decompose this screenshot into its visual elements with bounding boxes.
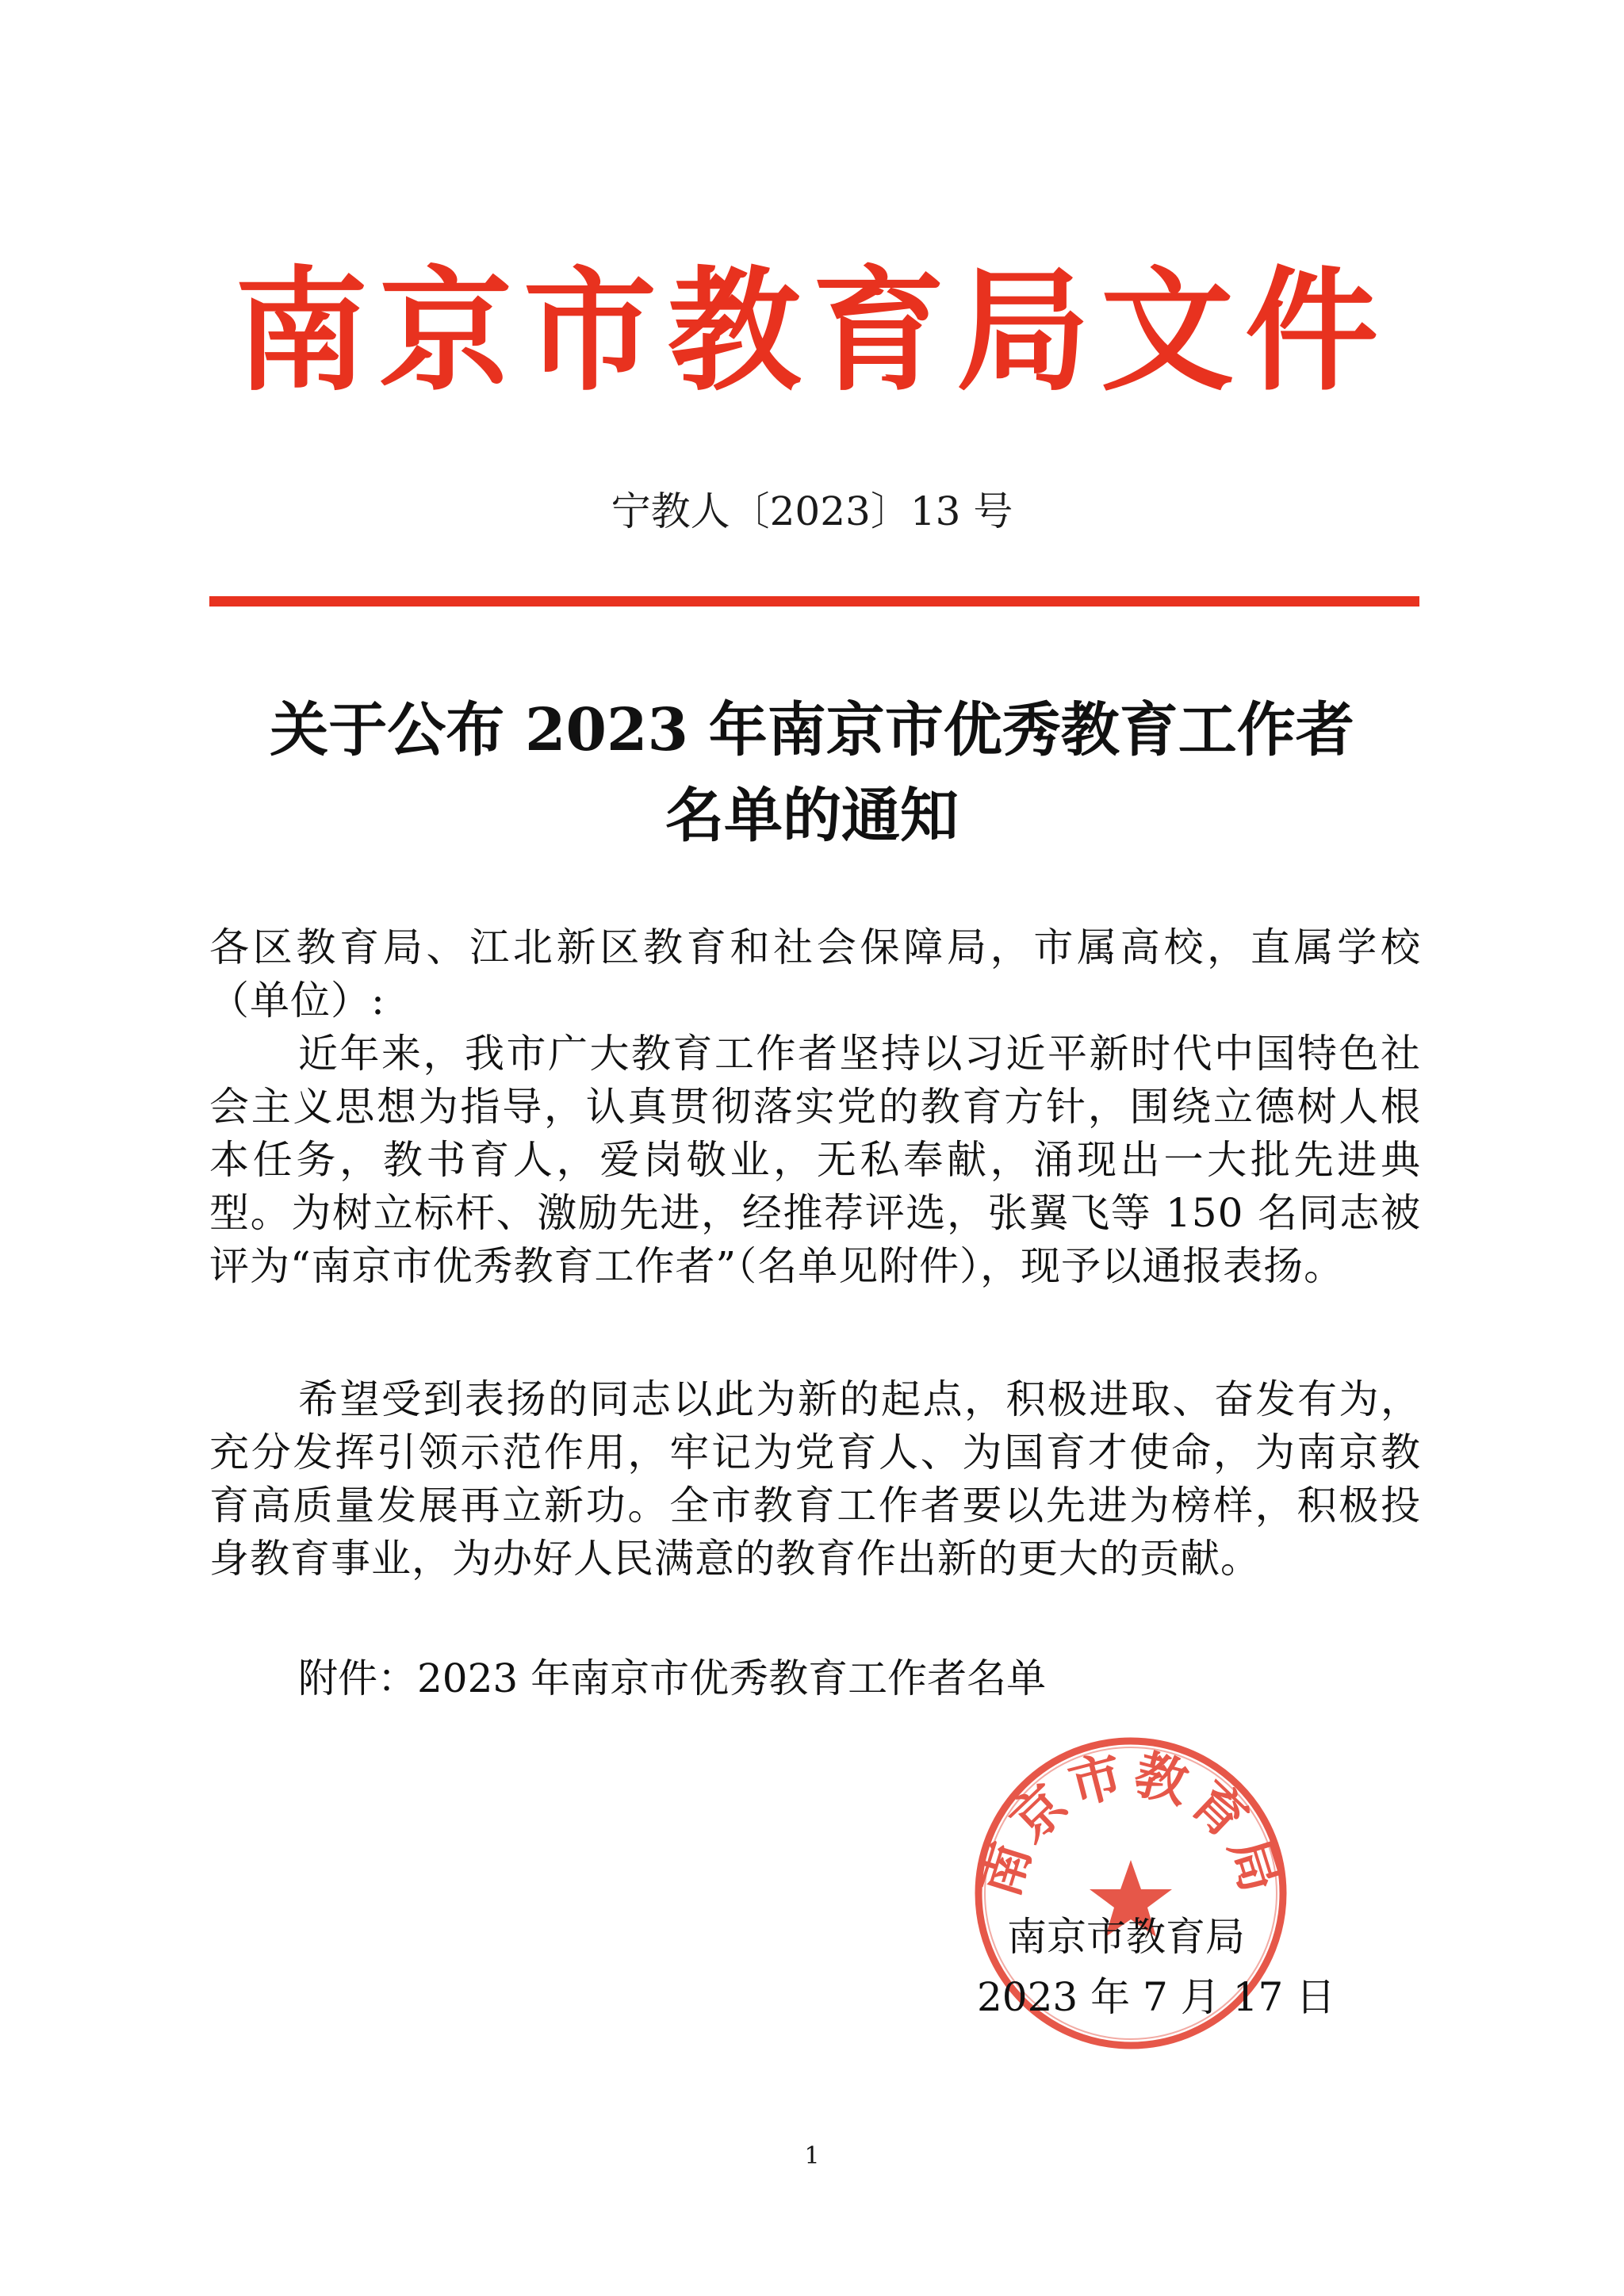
document-title-line-2: 名单的通知 [665,782,959,850]
body-paragraph-1: 近年来，我市广大教育工作者坚持以习近平新时代中国特色社会主义思想为指导，认真贯彻落实党的教育方针，围绕立德树人根本任务，教书育人，爱岗敬业，无私奉献，涌现出一大批先进典型。为树立标杆、激励先进，经推荐评选，张翼飞等 150 名同志被评为“南京市优秀教育工作者”（名单见附件），现予以通报表扬。 [209,1031,1421,1289]
seal-text: 南京市教育局 [967,1742,1294,1904]
document-masthead: 南京市教育局文件 [235,254,1389,409]
body-paragraph-2: 希望受到表扬的同志以此为新的起点，积极进取、奋发有为，充分发挥引领示范作用，牢记为党育人、为国育才使命，为南京教育高质量发展再立新功。全市教育工作者要以先进为榜样，积极投身教育事业，为办好人民满意的教育作出新的更大的贡献。 [209,1376,1421,1582]
issue-date: 2023 年 7 月 17 日 [977,1974,1336,2020]
issuer-name: 南京市教育局 [1007,1914,1245,1960]
page-number: 1 [804,2142,820,2170]
document-title-line-1: 关于公布 2023 年南京市优秀教育工作者 [270,696,1354,764]
document-number: 宁教人〔2023〕13 号 [611,488,1013,534]
attachment-line: 附件：2023 年南京市优秀教育工作者名单 [298,1655,1047,1701]
red-divider-line [209,596,1419,607]
salutation: 各区教育局、江北新区教育和社会保障局，市属高校，直属学校（单位）: [209,924,1421,1024]
